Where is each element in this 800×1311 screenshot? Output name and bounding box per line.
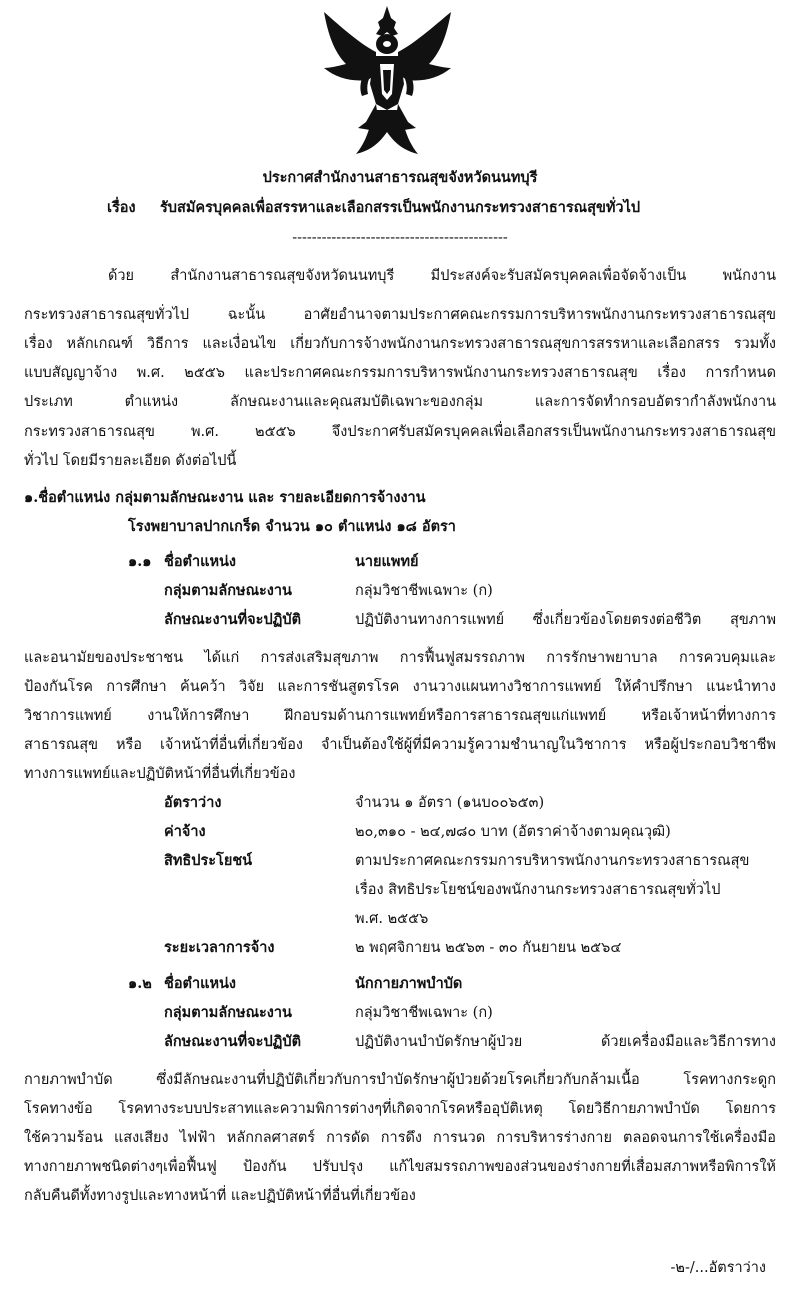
section-heading: ๑.ชื่อตำแหน่ง กลุ่มตามลักษณะงาน และ รายละเอียดการจ้างงาน: [24, 489, 426, 506]
wage-label: ค่าจ้าง: [164, 823, 206, 840]
intro-line: ทั่วไป โดยมีรายละเอียด ดังต่อไปนี้: [24, 453, 237, 469]
intro-line: แบบสัญญาจ้าง พ.ศ. ๒๕๕๖ และประกาศคณะกรรมการบริหารพนักงานกระทรวงสาธารณสุข เรื่อง การกำหนด: [24, 365, 776, 381]
position-name: นายแพทย์: [355, 553, 419, 570]
duty-text: ปฏิบัติงานบำบัดรักษาผู้ป่วย ด้วยเครื่องมือและวิธีการทาง: [355, 1034, 776, 1050]
duty-text: วิชาการแพทย์ งานให้การศึกษา ฝึกอบรมด้านการแพทย์หรือการสาธารณสุขแก่แพทย์ หรือเจ้าหน้าที่ทางการ: [24, 708, 776, 724]
header-divider: --------------------------------------------: [292, 230, 508, 246]
intro-line: ประเภท ตำแหน่ง ลักษณะงานและคุณสมบัติเฉพาะของกลุ่ม และการจัดทำกรอบอัตรากำลังพนักงาน: [24, 394, 776, 410]
duty-label: ลักษณะงานที่จะปฏิบัติ: [164, 611, 301, 628]
group-label: กลุ่มตามลักษณะงาน: [164, 582, 292, 599]
position-number: ๑.๑: [128, 553, 152, 570]
vacancy-value: จำนวน ๑ อัตรา (๑นบ๐๐๖๕๓): [355, 795, 545, 811]
announcement-title: ประกาศสำนักงานสาธารณสุขจังหวัดนนทบุรี: [262, 169, 538, 186]
duty-text: ทางการแพทย์และปฏิบัติหน้าที่อื่นที่เกี่ยวข้อง: [24, 766, 296, 782]
duty-text: สาธารณสุข หรือ เจ้าหน้าที่อื่นที่เกี่ยวข้อง จำเป็นต้องใช้ผู้ที่มีความรู้ความชำนาญในวิชาการ หรือผู้ประกอบวิชาชีพ: [24, 737, 776, 753]
benefit-text: เรื่อง สิทธิประโยชน์ของพนักงานกระทรวงสาธารณสุขทั่วไป: [355, 882, 721, 898]
garuda-emblem: [320, 4, 455, 164]
group-value: กลุ่มวิชาชีพเฉพาะ (ก): [355, 583, 493, 599]
section-subheading: โรงพยาบาลปากเกร็ด จำนวน ๑๐ ตำแหน่ง ๑๘ อัตรา: [128, 518, 456, 535]
benefit-label: สิทธิประโยชน์: [164, 852, 253, 869]
group-value: กลุ่มวิชาชีพเฉพาะ (ก): [355, 1005, 493, 1021]
vacancy-label: อัตราว่าง: [164, 794, 222, 811]
duty-text: กายภาพบำบัด ซึ่งมีลักษณะงานที่ปฏิบัติเกี่ยวกับการบำบัดรักษาผู้ป่วยด้วยโรคเกี่ยวกับกล้ามเนื้อ โรคทางกระดูก: [24, 1072, 776, 1088]
position-name-label: ชื่อตำแหน่ง: [164, 975, 237, 992]
period-value: ๒ พฤศจิกายน ๒๕๖๓ - ๓๐ กันยายน ๒๕๖๔: [355, 940, 622, 956]
position-name-label: ชื่อตำแหน่ง: [164, 553, 237, 570]
intro-line: กระทรวงสาธารณสุขทั่วไป ฉะนั้น อาศัยอำนาจตามประกาศคณะกรรมการบริหารพนักงานกระทรวงสาธารณสุข: [24, 307, 776, 323]
benefit-text: พ.ศ. ๒๕๕๖: [355, 911, 429, 927]
intro-line: ด้วย สำนักงานสาธารณสุขจังหวัดนนทบุรี มีประสงค์จะรับสมัครบุคคลเพื่อจัดจ้างเป็น พนักงาน: [108, 268, 776, 284]
position-name: นักกายภาพบำบัด: [355, 975, 463, 992]
period-label: ระยะเวลาการจ้าง: [164, 939, 275, 956]
benefit-text: ตามประกาศคณะกรรมการบริหารพนักงานกระทรวงสาธารณสุข: [355, 853, 750, 869]
position-number: ๑.๒: [128, 975, 152, 992]
duty-text: และอนามัยของประชาชน ได้แก่ การส่งเสริมสุขภาพ การฟื้นฟูสมรรถภาพ การรักษาพยาบาล การควบคุมและ: [24, 650, 776, 666]
wage-value: ๒๐,๓๑๐ - ๒๔,๗๘๐ บาท (อัตราค่าจ้างตามคุณวุฒิ): [355, 824, 671, 840]
subject-label: เรื่อง: [107, 199, 136, 216]
duty-text: กลับคืนดีทั้งทางรูปและทางหน้าที่ และปฏิบัติหน้าที่อื่นที่เกี่ยวข้อง: [24, 1188, 416, 1204]
duty-label: ลักษณะงานที่จะปฏิบัติ: [164, 1033, 301, 1050]
duty-text: ทางกายภาพชนิดต่างๆเพื่อฟื้นฟู ป้องกัน ปรับปรุง แก้ไขสมรรถภาพของส่วนของร่างกายที่เสื่อมสภาพหรือพิการให้: [24, 1159, 776, 1175]
duty-text: โรคทางข้อ โรคทางระบบประสาทและความพิการต่างๆที่เกิดจากโรคหรืออุบัติเหตุ โดยวิธีกายภาพบำบัด โดยการ: [24, 1101, 776, 1117]
intro-line: เรื่อง หลักเกณฑ์ วิธีการ และเงื่อนไข เกี่ยวกับการจ้างพนักงานกระทรวงสาธารณสุขการสรรหาและเลือกสรร รวมทั้ง: [24, 336, 776, 352]
duty-text: ใช้ความร้อน แสงเสียง ไฟฟ้า หลักกลศาสตร์ การดัด การดึง การนวด การบริหารร่างกาย ตลอดจนการใช้เครื่องมือ: [24, 1130, 776, 1146]
intro-line: กระทรวงสาธารณสุข พ.ศ. ๒๕๕๖ จึงประกาศรับสมัครบุคคลเพื่อเลือกสรรเป็นพนักงานกระทรวงสาธารณสุข: [24, 424, 776, 440]
group-label: กลุ่มตามลักษณะงาน: [164, 1004, 292, 1021]
subject-text: รับสมัครบุคคลเพื่อสรรหาและเลือกสรรเป็นพนักงานกระทรวงสาธารณสุขทั่วไป: [160, 199, 641, 216]
page-continuation: -๒-/...อัตราว่าง: [670, 1260, 766, 1276]
duty-text: ปฏิบัติงานทางการแพทย์ ซึ่งเกี่ยวข้องโดยตรงต่อชีวิต สุขภาพ: [355, 612, 776, 628]
duty-text: ป้องกันโรค การศึกษา ค้นคว้า วิจัย และการชันสูตรโรค งานวางแผนทางวิชาการแพทย์ ให้คำปรึกษา แนะนำทาง: [24, 679, 776, 695]
